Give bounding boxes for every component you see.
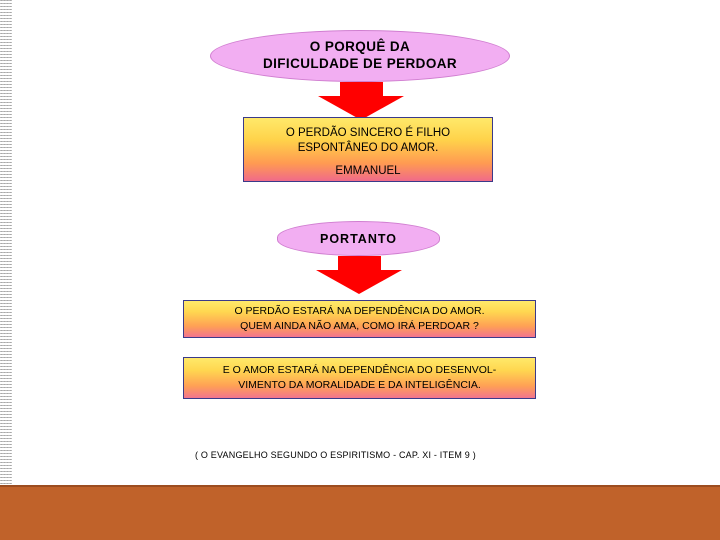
title-oval xyxy=(210,30,510,82)
emmanuel-quote-text xyxy=(286,126,450,156)
statement-1-line-1: O PERDÃO ESTARÁ NA DEPENDÊNCIA DO AMOR. xyxy=(234,304,485,317)
emmanuel-line-1: O PERDÃO SINCERO É FILHO xyxy=(285,127,451,140)
emmanuel-line-2: ESPONTÂNEO DO AMOR. xyxy=(297,142,439,154)
emmanuel-author: EMMANUEL xyxy=(335,164,401,177)
left-dotted-stripe xyxy=(0,0,12,540)
portanto-label: PORTANTO xyxy=(320,231,397,246)
footer-bar xyxy=(0,487,720,540)
source-reference: ( O EVANGELHO SEGUNDO O ESPIRITISMO - CAP. XI - ITEM 9 ) xyxy=(195,450,476,460)
statement-1-line-2: QUEM AINDA NÃO AMA, COMO IRÁ PERDOAR ? xyxy=(240,320,479,332)
title-line-1: O PORQUÊ DA xyxy=(309,39,411,55)
statement-2-line-1: E O AMOR ESTARÁ NA DEPENDÊNCIA DO DESENVOL- xyxy=(222,363,497,376)
title-text xyxy=(263,39,457,73)
statement-box-2 xyxy=(183,357,536,399)
arrow-head xyxy=(316,270,402,294)
emmanuel-quote-box xyxy=(243,117,493,182)
title-line-2: DIFICULDADE DE PERDOAR xyxy=(262,56,458,71)
arrow-down-icon-1 xyxy=(318,82,404,118)
portanto-oval xyxy=(277,221,440,256)
statement-2-line-2: VIMENTO DA MORALIDADE E DA INTELIGÊNCIA. xyxy=(238,379,481,391)
statement-box-1 xyxy=(183,300,536,338)
arrow-down-icon-2 xyxy=(316,256,402,292)
